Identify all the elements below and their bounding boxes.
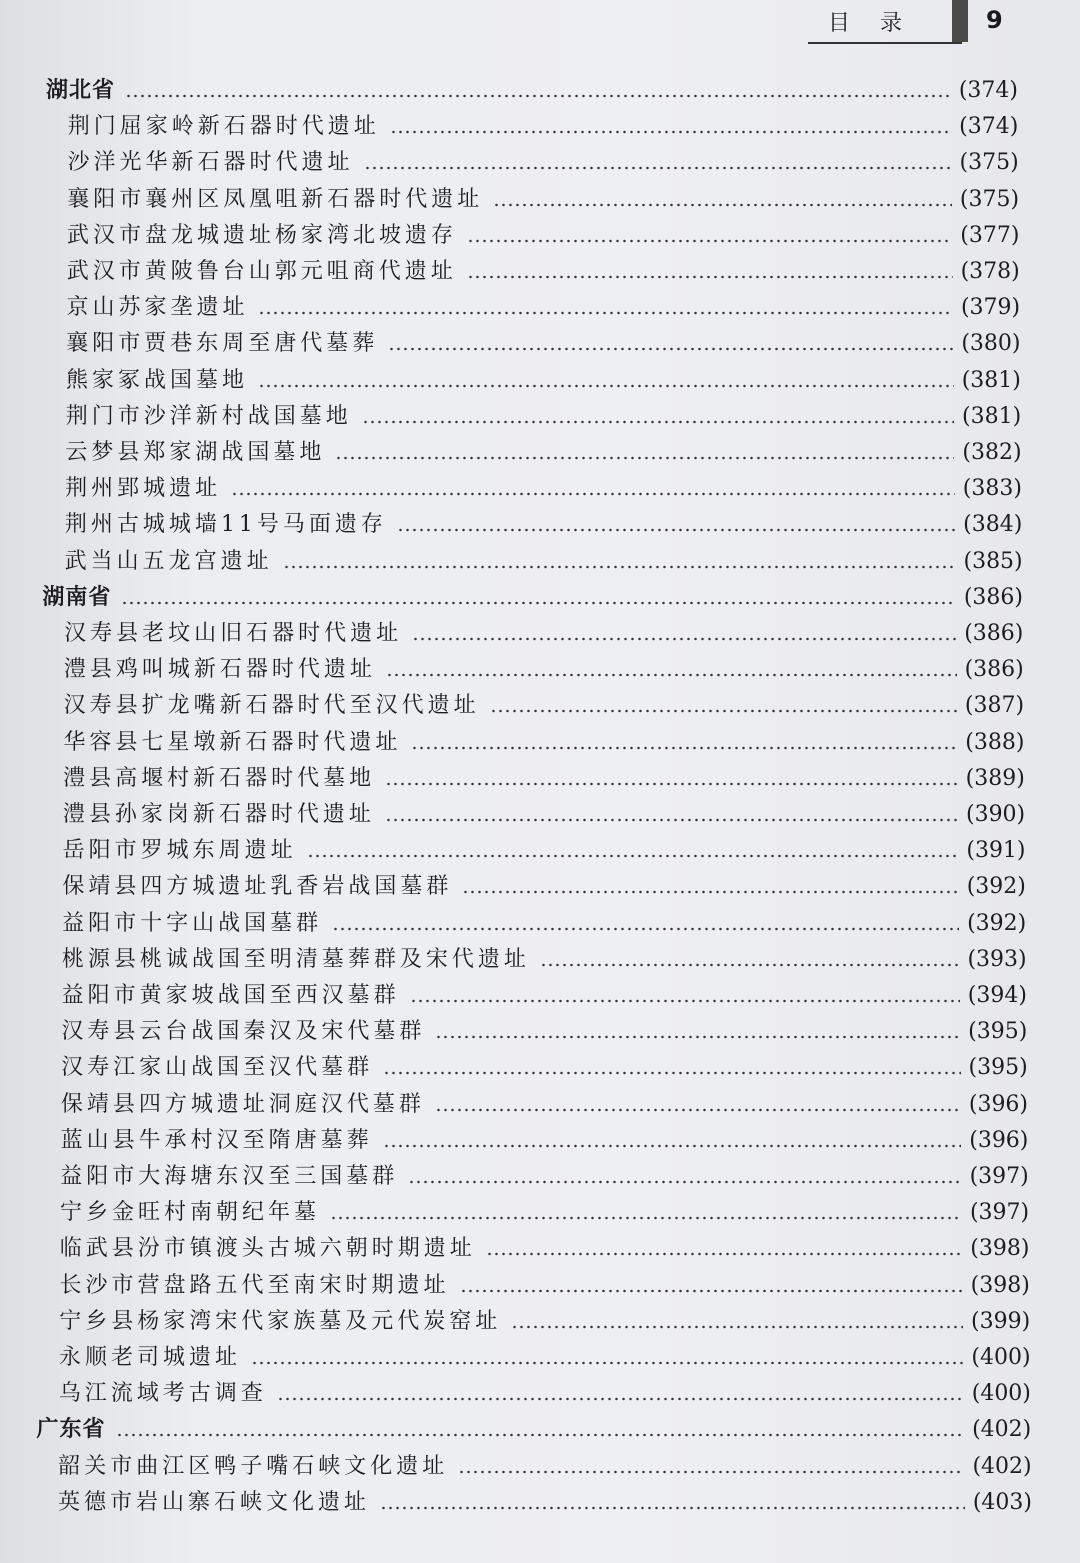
toc-entry-row xyxy=(62,903,1026,939)
toc-dot-leader xyxy=(116,1433,965,1437)
toc-page-number: (382) xyxy=(962,440,1022,465)
toc-page-number: (402) xyxy=(972,1453,1032,1479)
toc-page-number: (403) xyxy=(972,1489,1032,1515)
toc-entry-title: 武汉市盘龙城遗址杨家湾北坡遗存 xyxy=(66,222,457,248)
toc-page-number: (386) xyxy=(964,657,1024,683)
toc-entry-row xyxy=(62,866,1026,902)
toc-section-row xyxy=(42,577,1023,613)
toc-entry-row xyxy=(66,360,1021,396)
toc-dot-leader xyxy=(385,782,958,786)
header-rule xyxy=(808,42,962,44)
toc-dot-leader xyxy=(490,709,957,713)
toc-entry-title: 武汉市黄陂鲁台山郭元咀商代遗址 xyxy=(66,259,457,284)
toc-dot-leader xyxy=(410,999,960,1003)
toc-entry-title: 武当山五龙宫遗址 xyxy=(64,548,273,574)
page-number: 9 xyxy=(986,6,1003,34)
toc-dot-leader xyxy=(383,1071,960,1075)
toc-entry-title: 汉寿县扩龙嘴新石器时代至汉代遗址 xyxy=(63,693,480,719)
toc-page-number: (402) xyxy=(972,1417,1032,1443)
toc-entry-row xyxy=(63,758,1025,794)
toc-page-number: (395) xyxy=(968,1019,1028,1045)
toc-page-number: (381) xyxy=(962,403,1022,429)
toc-entry-row xyxy=(58,1446,1031,1482)
toc-dot-leader xyxy=(307,854,959,858)
toc-entry-title: 沙洋光华新石器时代遗址 xyxy=(67,150,354,176)
toc-page-number: (377) xyxy=(960,222,1020,248)
toc-dot-leader xyxy=(277,1397,964,1401)
toc-entry-title: 保靖县四方城遗址乳香岩战国墓群 xyxy=(62,874,453,900)
toc-dot-leader xyxy=(332,927,959,931)
toc-entry-row xyxy=(65,541,1023,577)
toc-entry-row xyxy=(63,722,1024,758)
toc-dot-leader xyxy=(390,130,951,134)
toc-entry-row xyxy=(62,975,1027,1011)
toc-entry-row xyxy=(61,1120,1029,1156)
toc-entry-row xyxy=(64,613,1023,649)
toc-page-number: (374) xyxy=(959,114,1019,140)
toc-entry-row xyxy=(59,1337,1031,1373)
toc-dot-leader xyxy=(411,746,957,750)
toc-entry-row xyxy=(63,794,1025,830)
toc-entry-title: 华容县七星墩新石器时代遗址 xyxy=(63,729,402,755)
toc-page-number: (397) xyxy=(969,1200,1030,1226)
toc-page-number: (379) xyxy=(960,295,1021,321)
toc-entry-title: 熊家冢战国墓地 xyxy=(65,367,248,393)
toc-page-number: (380) xyxy=(961,331,1021,357)
toc-dot-leader xyxy=(540,963,960,967)
toc-page-number: (378) xyxy=(960,259,1020,284)
toc-section-title: 湖北省 xyxy=(46,78,116,103)
toc-entry-row xyxy=(60,1192,1029,1228)
toc-entry-row xyxy=(64,685,1024,721)
toc-page-number: (392) xyxy=(966,874,1026,900)
toc-page-number: (395) xyxy=(968,1055,1028,1081)
toc-page-number: (384) xyxy=(963,512,1023,538)
toc-entry-title: 云梦县郑家湖战国墓地 xyxy=(65,440,326,465)
toc-dot-leader xyxy=(408,1180,961,1184)
toc-dot-leader xyxy=(362,420,954,424)
toc-entry-title: 益阳市大海塘东汉至三国墓群 xyxy=(60,1164,399,1189)
toc-dot-leader xyxy=(335,456,954,460)
toc-entry-row xyxy=(59,1373,1031,1409)
toc-entry-row xyxy=(67,251,1020,287)
toc-page-number: (385) xyxy=(963,548,1023,574)
toc-entry-row xyxy=(63,830,1026,866)
toc-dot-leader xyxy=(283,565,956,569)
toc-entry-row xyxy=(61,1047,1028,1083)
toc-entry-row xyxy=(64,649,1024,685)
toc-entry-title: 英德市岩山寨石峡文化遗址 xyxy=(58,1489,371,1515)
toc-section-row xyxy=(37,1409,1032,1445)
toc-entry-row xyxy=(66,287,1020,323)
toc-dot-leader xyxy=(467,239,952,243)
toc-entry-row xyxy=(67,179,1019,215)
toc-entry-title: 益阳市黄家坡战国至西汉墓群 xyxy=(61,983,400,1008)
toc-dot-leader xyxy=(388,347,953,351)
toc-entry-title: 汉寿县老坟山旧石器时代遗址 xyxy=(64,621,403,646)
toc-entry-row xyxy=(67,215,1019,251)
toc-entry-row xyxy=(66,323,1020,359)
toc-entry-title: 荆门市沙洋新村战国墓地 xyxy=(65,403,352,429)
toc-section-row xyxy=(46,70,1018,106)
toc-dot-leader xyxy=(435,1108,961,1112)
toc-dot-leader xyxy=(460,1289,963,1293)
toc-page-number: (391) xyxy=(966,838,1026,864)
toc-entry-title: 乌江流域考古调查 xyxy=(58,1381,267,1407)
toc-page-number: (398) xyxy=(970,1272,1030,1298)
toc-entry-title: 益阳市十字山战国墓群 xyxy=(62,910,323,936)
toc-dot-leader xyxy=(364,166,952,170)
toc-dot-leader xyxy=(486,1252,963,1256)
toc-entry-row xyxy=(61,1084,1028,1120)
toc-entry-row xyxy=(68,106,1019,142)
toc-entry-row xyxy=(67,142,1018,178)
toc-page-number: (390) xyxy=(965,802,1026,827)
toc-dot-leader xyxy=(397,528,955,532)
toc-page-number: (375) xyxy=(959,150,1019,176)
toc-dot-leader xyxy=(435,1035,960,1039)
toc-entry-row xyxy=(58,1482,1032,1518)
toc-dot-leader xyxy=(251,1361,963,1365)
toc-page-number: (397) xyxy=(969,1164,1029,1189)
toc-entry-title: 汉寿县云台战国秦汉及宋代墓群 xyxy=(61,1019,426,1045)
toc-entry-row xyxy=(65,504,1022,540)
toc-page-number: (393) xyxy=(967,946,1027,972)
toc-entry-title: 荆门屈家岭新石器时代遗址 xyxy=(67,114,380,140)
toc-dot-leader xyxy=(258,384,954,388)
toc-page-number: (399) xyxy=(971,1308,1031,1334)
toc-entry-title: 澧县高堰村新石器时代墓地 xyxy=(63,765,376,791)
toc-dot-leader xyxy=(385,818,958,822)
toc-page-number: (394) xyxy=(967,983,1027,1008)
toc-entry-title: 长沙市营盘路五代至南宋时期遗址 xyxy=(59,1272,450,1298)
toc-entry-title: 韶关市曲江区鸭子嘴石峡文化遗址 xyxy=(58,1453,449,1479)
toc-dot-leader xyxy=(383,1144,962,1148)
toc-entry-title: 保靖县四方城遗址洞庭汉代墓群 xyxy=(60,1091,425,1117)
toc-entry-row xyxy=(65,432,1021,468)
toc-page-number: (381) xyxy=(961,367,1021,393)
toc-dot-leader xyxy=(231,492,955,496)
toc-dot-leader xyxy=(330,1216,962,1220)
toc-page-number: (389) xyxy=(965,765,1025,791)
toc-entry-title: 岳阳市罗城东周遗址 xyxy=(62,838,297,864)
toc-page-number: (396) xyxy=(968,1091,1029,1117)
toc-entry-title: 襄阳市贾巷东周至唐代墓葬 xyxy=(66,331,379,357)
toc-entry-row xyxy=(60,1156,1028,1192)
toc-entry-title: 汉寿江家山战国至汉代墓群 xyxy=(61,1055,374,1081)
toc-page-number: (375) xyxy=(959,186,1020,212)
toc-dot-leader xyxy=(458,1470,964,1474)
toc-page-number: (400) xyxy=(971,1345,1031,1370)
toc-page-number: (392) xyxy=(967,910,1027,936)
toc-dot-leader xyxy=(380,1506,965,1510)
toc-dot-leader xyxy=(125,94,951,98)
toc-dot-leader xyxy=(412,637,956,641)
toc-page-number: (388) xyxy=(965,729,1025,755)
toc-page-number: (386) xyxy=(963,584,1024,610)
running-header xyxy=(800,0,1080,48)
toc-entry-title: 京山苏家垄遗址 xyxy=(66,295,249,321)
toc-dot-leader xyxy=(386,673,957,677)
toc-entry-title: 蓝山县牛承村汉至隋唐墓葬 xyxy=(60,1127,373,1153)
toc-page-number: (398) xyxy=(970,1236,1030,1262)
toc-entry-title: 临武县汾市镇渡头古城六朝时期遗址 xyxy=(59,1236,476,1262)
toc-entry-title: 宁乡县杨家湾宋代家族墓及元代炭窑址 xyxy=(59,1308,502,1334)
toc-page-number: (400) xyxy=(971,1381,1031,1407)
header-tab-block xyxy=(952,0,968,42)
toc-entry-title: 澧县孙家岗新石器时代遗址 xyxy=(62,802,375,827)
toc-section-title: 湖南省 xyxy=(42,584,112,610)
toc-dot-leader xyxy=(467,275,953,279)
toc-entry-row xyxy=(61,1011,1027,1047)
toc-entry-row xyxy=(60,1228,1030,1264)
toc-entry-title: 荆州古城城墙11号马面遗存 xyxy=(64,512,387,538)
toc-page-number: (374) xyxy=(958,78,1018,103)
toc-entry-title: 襄阳市襄州区凤凰咀新石器时代遗址 xyxy=(67,186,484,212)
toc-section-title: 广东省 xyxy=(36,1417,106,1443)
toc-entry-row xyxy=(60,1265,1030,1301)
toc-page-number: (396) xyxy=(969,1127,1029,1153)
toc-dot-leader xyxy=(258,311,953,315)
running-title: 目录 xyxy=(828,11,933,36)
toc-entry-title: 荆州郢城遗址 xyxy=(65,476,222,502)
toc-entry-title: 永顺老司城遗址 xyxy=(59,1345,242,1370)
toc-entry-title: 桃源县桃诚战国至明清墓葬群及宋代遗址 xyxy=(61,946,530,972)
toc-entry-row xyxy=(59,1301,1030,1337)
toc-entry-title: 澧县鸡叫城新石器时代遗址 xyxy=(63,657,376,683)
toc-dot-leader xyxy=(493,203,952,207)
toc-entry-row xyxy=(65,468,1022,504)
toc-page-number: (383) xyxy=(962,476,1022,502)
toc-dot-leader xyxy=(121,601,955,605)
toc-entry-title: 宁乡金旺村南朝纪年墓 xyxy=(60,1200,321,1226)
toc-entry-row xyxy=(66,396,1022,432)
toc-dot-leader xyxy=(462,890,958,894)
toc-page-number: (387) xyxy=(964,693,1025,719)
toc-page-number: (386) xyxy=(964,621,1024,646)
toc-entry-row xyxy=(62,939,1027,975)
toc-dot-leader xyxy=(511,1325,963,1329)
